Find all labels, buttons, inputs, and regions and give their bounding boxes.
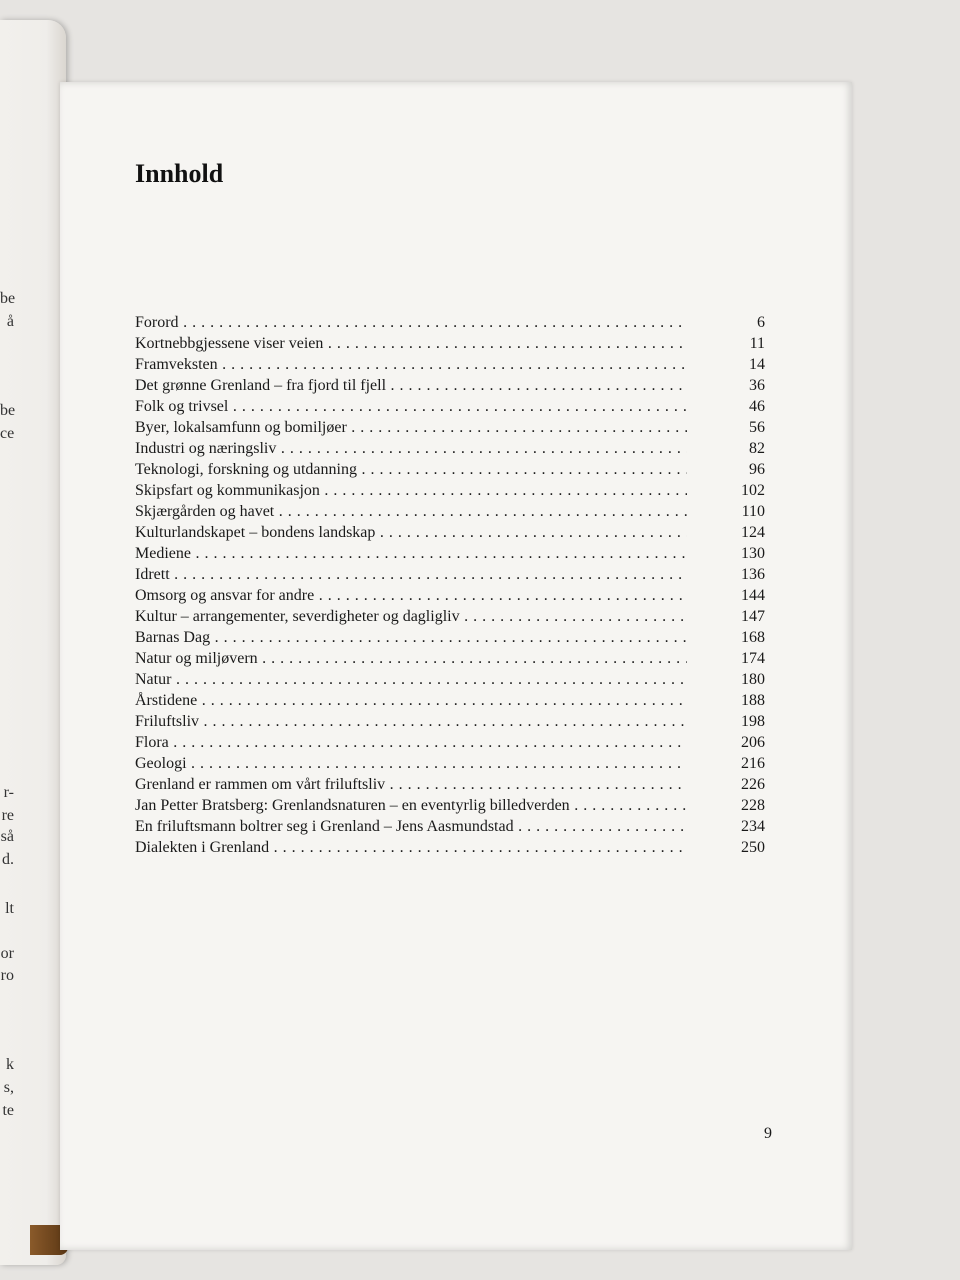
left-page-text-fragment: d. xyxy=(2,851,14,868)
toc-entry-title: Jan Petter Bratsberg: Grenlandsnaturen – en eventyrlig billedverden . . . xyxy=(135,795,687,816)
left-page-text-fragment: ro xyxy=(0,967,14,984)
toc-entry-title: Flora . . . xyxy=(135,732,687,753)
toc-entry xyxy=(135,501,765,522)
toc-entry-title: Mediene . . . xyxy=(135,543,687,564)
toc-entry xyxy=(135,480,765,501)
toc-entry xyxy=(135,564,765,585)
toc-entry xyxy=(135,816,765,837)
toc-entry-page: 174 xyxy=(741,650,765,667)
toc-entry-page: 147 xyxy=(741,608,765,625)
toc-entry-page: 226 xyxy=(741,776,765,793)
toc-entry-title: Skipsfart og kommunikasjon . . . xyxy=(135,480,687,501)
toc-entry-page: 130 xyxy=(741,545,765,562)
left-page-text-fragment: lt xyxy=(5,900,14,917)
toc-entry-title: Kultur – arrangementer, severdigheter og dagligliv . . . xyxy=(135,606,687,627)
toc-entry-page: 198 xyxy=(741,713,765,730)
toc-entry-page: 124 xyxy=(741,524,765,541)
left-page-text-fragment: te xyxy=(2,1102,14,1119)
toc-entry-page: 6 xyxy=(757,314,765,331)
toc-entry xyxy=(135,459,765,480)
toc-entry xyxy=(135,669,765,690)
toc-entry xyxy=(135,795,765,816)
left-page-text-fragment: be xyxy=(0,290,16,307)
toc-entry xyxy=(135,711,765,732)
toc-entry-page: 188 xyxy=(741,692,765,709)
left-page-text-fragment: re xyxy=(1,807,14,824)
toc-entry xyxy=(135,732,765,753)
toc-entry-title: Forord . . . xyxy=(135,312,687,333)
toc-entry-title: Dialekten i Grenland . . . xyxy=(135,837,687,858)
toc-entry-title: Industri og næringsliv . . . xyxy=(135,438,687,459)
toc-entry xyxy=(135,774,765,795)
toc-entry-page: 82 xyxy=(749,440,765,457)
toc-entry xyxy=(135,522,765,543)
toc-entry-title: Folk og trivsel . . . xyxy=(135,396,687,417)
toc-entry xyxy=(135,753,765,774)
toc-entry-title: En friluftsmann boltrer seg i Grenland – Jens Aasmundstad . . . xyxy=(135,816,687,837)
toc-entry xyxy=(135,417,765,438)
toc-entry xyxy=(135,627,765,648)
toc-entry-title: Byer, lokalsamfunn og bomiljøer . . . xyxy=(135,417,687,438)
toc-entry-page: 102 xyxy=(741,482,765,499)
toc-entry xyxy=(135,543,765,564)
left-page-text-fragment: så xyxy=(0,828,14,845)
toc-entry-title: Natur og miljøvern . . . xyxy=(135,648,687,669)
toc-entry-title: Grenland er rammen om vårt friluftsliv . . . xyxy=(135,774,687,795)
toc-entry xyxy=(135,606,765,627)
toc-entry xyxy=(135,312,765,333)
toc-entry xyxy=(135,375,765,396)
toc-entry-page: 206 xyxy=(741,734,765,751)
toc-entry-page: 168 xyxy=(741,629,765,646)
toc-entry xyxy=(135,438,765,459)
left-page-edge xyxy=(0,20,66,1265)
toc-entry-title: Geologi . . . xyxy=(135,753,687,774)
toc-entry-page: 110 xyxy=(741,503,765,520)
left-page-text-fragment: s, xyxy=(3,1079,14,1096)
toc-entry-title: Skjærgården og havet . . . xyxy=(135,501,687,522)
toc-entry-title: Omsorg og ansvar for andre . . . xyxy=(135,585,687,606)
toc-entry-page: 96 xyxy=(749,461,765,478)
toc-entry xyxy=(135,648,765,669)
toc-entry-page: 234 xyxy=(741,818,765,835)
toc-entry-page: 56 xyxy=(749,419,765,436)
left-page-text-fragment: or xyxy=(0,945,14,962)
toc-entry xyxy=(135,690,765,711)
toc-entry-page: 46 xyxy=(749,398,765,415)
toc-entry xyxy=(135,837,765,858)
toc-entry-title: Det grønne Grenland – fra fjord til fjell . . . xyxy=(135,375,687,396)
toc-entry-title: Framveksten . . . xyxy=(135,354,687,375)
toc-entry-title: Natur . . . xyxy=(135,669,687,690)
toc-entry-title: Barnas Dag . . . xyxy=(135,627,687,648)
toc-entry-title: Idrett . . . xyxy=(135,564,687,585)
toc-entry-title: Årstidene . . . xyxy=(135,690,687,711)
toc-entry-title: Teknologi, forskning og utdanning . . . xyxy=(135,459,687,480)
left-page-text-fragment: å xyxy=(6,313,14,330)
toc-entry-title: Kulturlandskapet – bondens landskap . . . xyxy=(135,522,687,543)
book-page xyxy=(60,82,852,1250)
toc-entry-page: 250 xyxy=(741,839,765,856)
toc-entry xyxy=(135,585,765,606)
toc-entry-page: 216 xyxy=(741,755,765,772)
toc-entry-title: Friluftsliv . . . xyxy=(135,711,687,732)
toc-entry-page: 36 xyxy=(749,377,765,394)
toc-entry-page: 180 xyxy=(741,671,765,688)
page-number: 9 xyxy=(764,1125,772,1142)
toc-entry-page: 144 xyxy=(741,587,765,604)
toc-entry xyxy=(135,333,765,354)
left-page-text-fragment: ce xyxy=(0,425,15,442)
left-page-text-fragment: r- xyxy=(3,784,14,801)
toc-entry-page: 11 xyxy=(749,335,765,352)
left-page-text-fragment: k xyxy=(6,1056,14,1073)
toc-entry-page: 228 xyxy=(741,797,765,814)
page-title: Innhold xyxy=(135,159,224,188)
table-of-contents xyxy=(135,312,765,858)
toc-entry xyxy=(135,396,765,417)
left-page-text-fragment: be xyxy=(0,402,16,419)
toc-entry-page: 14 xyxy=(749,356,765,373)
toc-entry-title: Kortnebbgjessene viser veien . . . xyxy=(135,333,687,354)
toc-entry-page: 136 xyxy=(741,566,765,583)
toc-entry xyxy=(135,354,765,375)
